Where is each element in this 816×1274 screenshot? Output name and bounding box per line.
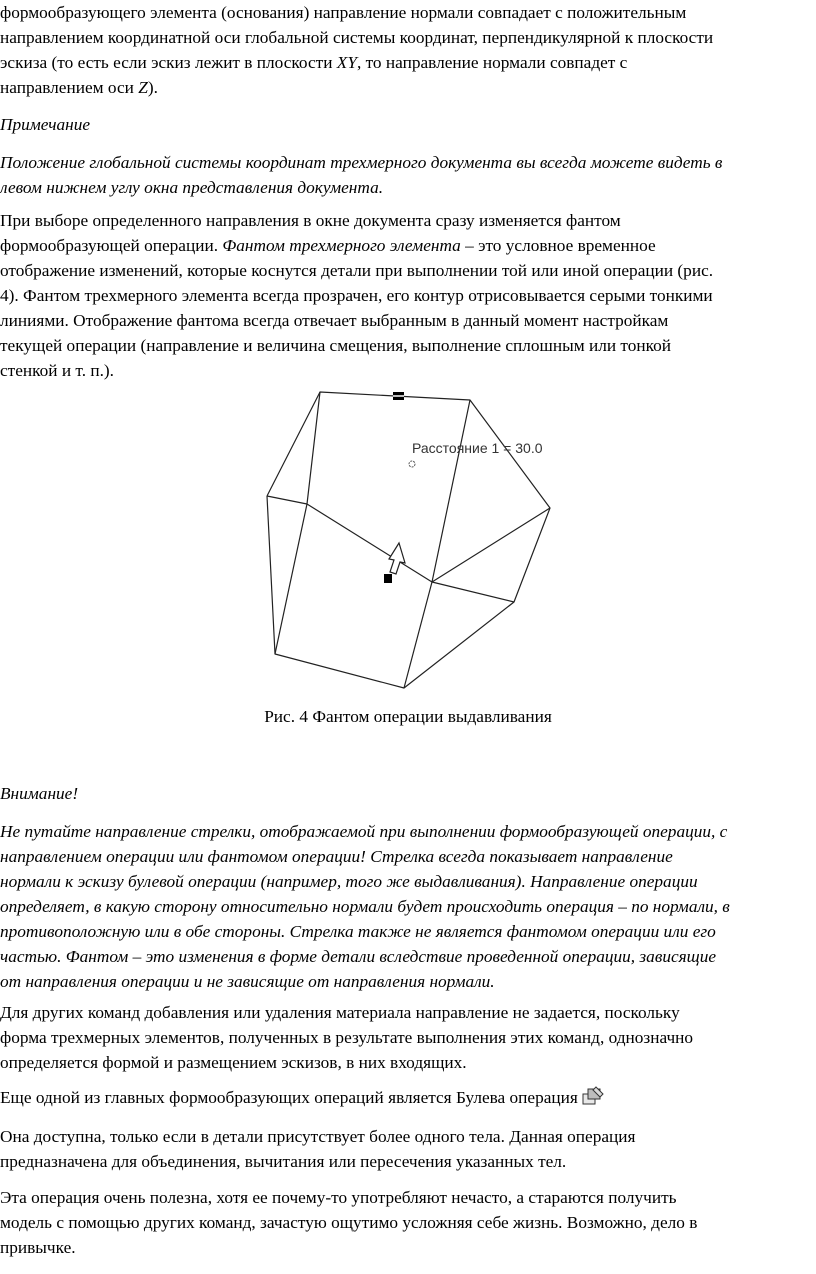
paragraph-availability (0, 1124, 816, 1174)
paragraph-other-commands (0, 1000, 816, 1075)
text-line: линиями. Отображение фантома всегда отвечает выбранным в данный момент настройкам (0, 311, 669, 330)
text-line: частью. Фантом – это изменения в форме детали вследствие проведенной операции, зависящие (0, 947, 717, 966)
text-fragment: направлением оси (0, 78, 139, 97)
text-line: форма трехмерных элементов, полученных в результате выполнения этих команд, однозначно (0, 1028, 694, 1047)
text-line: отображение изменений, которые коснутся детали при выполнении той или иной операции (рис. (0, 261, 714, 280)
text-line: При выборе определенного направления в окне документа сразу изменяется фантом (0, 211, 621, 230)
text-fragment: , то направление нормали совпадет с (356, 53, 628, 72)
paragraph-boolean-operation (0, 1085, 816, 1110)
axis-z-term: Z (138, 78, 148, 97)
text-line (0, 50, 816, 75)
text-line (0, 233, 816, 258)
text-fragment: ). (147, 78, 158, 97)
text-line: предназначена для объединения, вычитания или пересечения указанных тел. (0, 1152, 567, 1171)
text-line: 4). Фантом трехмерного элемента всегда прозрачен, его контур отрисовывается серыми тонкими (0, 286, 713, 305)
text-line: формообразующего элемента (основания) направление нормали совпадает с положительным (0, 3, 687, 22)
text-line: Не путайте направление стрелки, отображаемой при выполнении формообразующей операции, с (0, 822, 728, 841)
paragraph-phantom (0, 208, 816, 383)
text-line: направлением координатной оси глобальной системы координат, перпендикулярной к плоскости (0, 28, 714, 47)
bottom-face-edge (404, 582, 432, 688)
text-line: модель с помощью других команд, зачастую ощутимо усложняя себе жизнь. Возможно, дело в (0, 1213, 698, 1232)
text-fragment: – это условное временное (460, 236, 656, 255)
note-title: Примечание (0, 115, 91, 134)
text-line: Для других команд добавления или удаления материала направление не задается, поскольку (0, 1003, 680, 1022)
paragraph-normal-direction (0, 0, 816, 100)
boolean-operation-icon (582, 1086, 604, 1106)
figure-caption: Рис. 4 Фантом операции выдавливания (264, 707, 552, 726)
text-line: нормали к эскизу булевой операции (например, того же выдавливания). Направление операции (0, 872, 698, 891)
phantom-term: Фантом трехмерного элемента (222, 236, 461, 255)
text-line: текущей операции (направление и величина смещения, выполнение сплошным или тонкой (0, 336, 672, 355)
text-fragment: Еще одной из главных формообразующих операций является Булева операция (0, 1088, 578, 1107)
text-fragment: формообразующей операции. (0, 236, 223, 255)
text-line (0, 75, 816, 100)
text-line: противоположную или в обе стороны. Стрелка также не является фантомом операции или его (0, 922, 716, 941)
phantom-wireframe-drawing (262, 386, 562, 696)
text-line (0, 1085, 816, 1110)
bottom-face-edge (267, 496, 307, 504)
bottom-profile-edge (267, 496, 550, 688)
text-line: привычке. (0, 1238, 76, 1257)
bottom-face-edge (275, 504, 307, 654)
top-face-inner-edge (307, 392, 470, 582)
text-line: Положение глобальной системы координат трехмерного документа вы всегда можете видеть в (0, 153, 723, 172)
text-line: определяет, в какую сторону относительно нормали будет происходить операция – по нормали, в (0, 897, 730, 916)
text-fragment: эскиза (то есть если эскиз лежит в плоскости (0, 53, 337, 72)
distance-label: Расстояние 1 = 30.0 (412, 440, 543, 456)
text-line: Она доступна, только если в детали присутствует более одного тела. Данная операция (0, 1127, 636, 1146)
text-line: левом нижнем углу окна представления документа. (0, 178, 384, 197)
cursor-mark (409, 461, 415, 467)
paragraph-usefulness (0, 1185, 816, 1260)
bottom-face-edge (432, 582, 514, 602)
text-line: от направления операции и не зависящие от направления нормали. (0, 972, 495, 991)
text-line: направлением операции или фантомом операции! Стрелка всегда показывает направление (0, 847, 673, 866)
plane-xy-term: XY (336, 53, 357, 72)
text-line: определяется формой и размещением эскизов, в них входящих. (0, 1053, 467, 1072)
warning-body (0, 819, 816, 994)
warning-title: Внимание! (0, 784, 79, 803)
text-line: стенкой и т. п.). (0, 361, 114, 380)
text-line: Эта операция очень полезна, хотя ее почему-то употребляют нечасто, а стараются получить (0, 1188, 677, 1207)
extrusion-phantom-figure (262, 386, 562, 696)
note-body (0, 150, 816, 200)
